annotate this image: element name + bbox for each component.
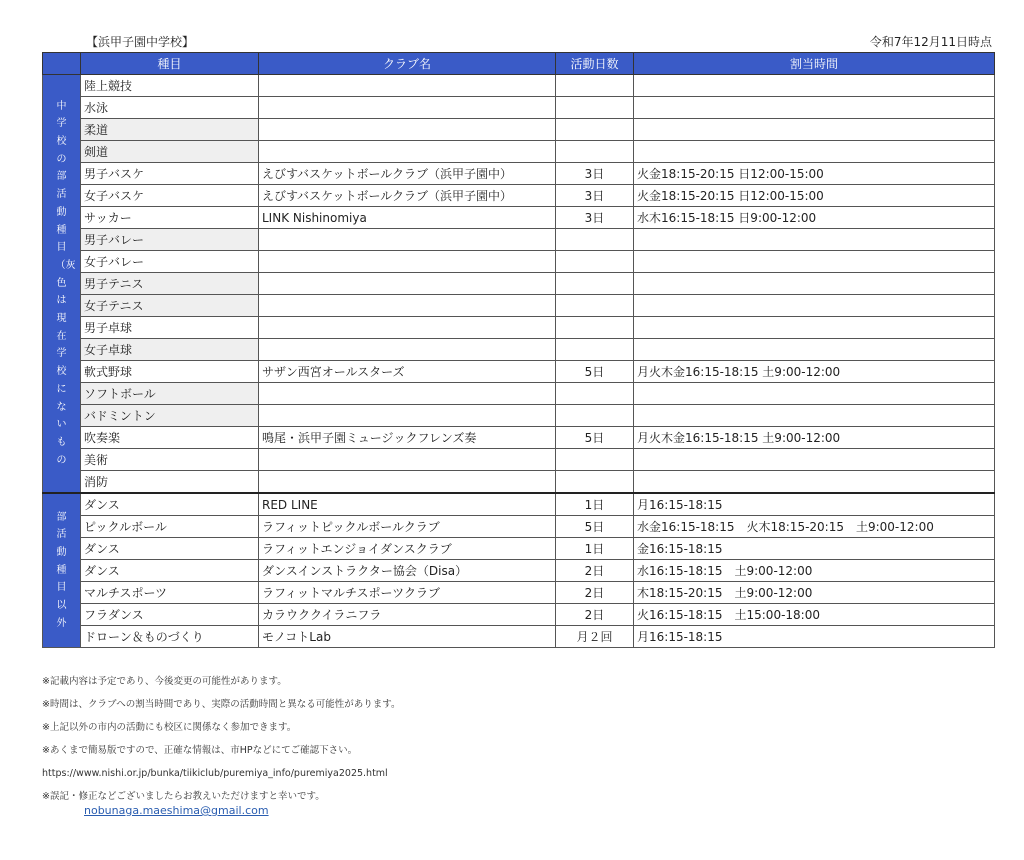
- days-cell: 2日: [556, 604, 634, 626]
- email-link[interactable]: nobunaga.maeshima@gmail.com: [84, 804, 269, 817]
- days-cell: [556, 339, 634, 361]
- group-label-2: [43, 493, 81, 648]
- table-row: [43, 604, 995, 626]
- table-row: [43, 538, 995, 560]
- days-cell: 5日: [556, 427, 634, 449]
- club-cell: [259, 75, 556, 97]
- time-cell: [634, 405, 995, 427]
- days-cell: 3日: [556, 185, 634, 207]
- table-row: [43, 119, 995, 141]
- sport-cell: 男子卓球: [81, 317, 259, 339]
- days-cell: [556, 383, 634, 405]
- sport-cell: マルチスポーツ: [81, 582, 259, 604]
- time-cell: [634, 141, 995, 163]
- club-cell: [259, 229, 556, 251]
- time-cell: [634, 119, 995, 141]
- sport-cell: ソフトボール: [81, 383, 259, 405]
- days-cell: [556, 449, 634, 471]
- sport-cell: 剣道: [81, 141, 259, 163]
- sport-cell: サッカー: [81, 207, 259, 229]
- sport-cell: ピックルボール: [81, 516, 259, 538]
- sport-cell: 男子バレー: [81, 229, 259, 251]
- days-cell: 2日: [556, 582, 634, 604]
- sport-cell: 美術: [81, 449, 259, 471]
- table-row: [43, 317, 995, 339]
- days-cell: 月２回: [556, 626, 634, 648]
- club-cell: [259, 141, 556, 163]
- time-cell: 月火木金16:15-18:15 土9:00-12:00: [634, 361, 995, 383]
- days-cell: [556, 251, 634, 273]
- table-row: [43, 560, 995, 582]
- time-cell: [634, 449, 995, 471]
- club-cell: 鳴尾・浜甲子園ミュージックフレンズ奏: [259, 427, 556, 449]
- club-cell: [259, 405, 556, 427]
- sport-cell: 軟式野球: [81, 361, 259, 383]
- table-row: [43, 185, 995, 207]
- days-cell: [556, 273, 634, 295]
- sport-cell: 女子テニス: [81, 295, 259, 317]
- col-header-sport: 種目: [81, 53, 259, 75]
- days-cell: 3日: [556, 207, 634, 229]
- table-row: [43, 273, 995, 295]
- time-cell: 水16:15-18:15 土9:00-12:00: [634, 560, 995, 582]
- group-label-text: 部活動種目以外: [56, 511, 67, 629]
- time-cell: 火金18:15-20:15 日12:00-15:00: [634, 185, 995, 207]
- club-cell: えびすバスケットボールクラブ（浜甲子園中）: [259, 185, 556, 207]
- time-cell: 水金16:15-18:15 火木18:15-20:15 土9:00-12:00: [634, 516, 995, 538]
- sport-cell: 男子バスケ: [81, 163, 259, 185]
- sport-cell: 男子テニス: [81, 273, 259, 295]
- table-row: [43, 427, 995, 449]
- table-row: [43, 471, 995, 494]
- sport-cell: 吹奏楽: [81, 427, 259, 449]
- note-line: ※誤記・修正などございましたらお教えいただけますと幸いです。: [42, 791, 325, 802]
- notes: [42, 670, 401, 808]
- club-cell: えびすバスケットボールクラブ（浜甲子園中）: [259, 163, 556, 185]
- table-row: [43, 229, 995, 251]
- sport-cell: 女子バスケ: [81, 185, 259, 207]
- days-cell: 2日: [556, 560, 634, 582]
- club-cell: [259, 97, 556, 119]
- club-cell: RED LINE: [259, 493, 556, 516]
- sport-cell: ダンス: [81, 493, 259, 516]
- note-url: https://www.nishi.or.jp/bunka/tiikiclub/puremiya_info/puremiya2025.html: [42, 768, 388, 779]
- note-line: ※あくまで簡易版ですので、正確な情報は、市HPなどにてご確認下さい。: [42, 745, 358, 756]
- time-cell: 木18:15-20:15 土9:00-12:00: [634, 582, 995, 604]
- club-cell: サザン西宮オールスターズ: [259, 361, 556, 383]
- table-row: [43, 516, 995, 538]
- days-cell: 3日: [556, 163, 634, 185]
- club-cell: [259, 273, 556, 295]
- days-cell: 5日: [556, 361, 634, 383]
- days-cell: [556, 295, 634, 317]
- sport-cell: 柔道: [81, 119, 259, 141]
- sport-cell: 女子卓球: [81, 339, 259, 361]
- club-cell: カラウククイラニフラ: [259, 604, 556, 626]
- days-cell: 1日: [556, 538, 634, 560]
- table-row: [43, 97, 995, 119]
- days-cell: [556, 405, 634, 427]
- col-header-days: 活動日数: [556, 53, 634, 75]
- club-cell: [259, 383, 556, 405]
- table-row: [43, 339, 995, 361]
- table-row: [43, 141, 995, 163]
- header-corner: [43, 53, 81, 75]
- table-row: [43, 383, 995, 405]
- school-name: 【浜甲子園中学校】: [86, 35, 195, 49]
- time-cell: [634, 273, 995, 295]
- table-row: [43, 626, 995, 648]
- club-cell: [259, 119, 556, 141]
- sport-cell: 消防: [81, 471, 259, 494]
- table-row: [43, 493, 995, 516]
- sport-cell: ダンス: [81, 538, 259, 560]
- table-row: [43, 405, 995, 427]
- time-cell: [634, 251, 995, 273]
- days-cell: [556, 141, 634, 163]
- time-cell: 火16:15-18:15 土15:00-18:00: [634, 604, 995, 626]
- table-row: [43, 295, 995, 317]
- time-cell: 金16:15-18:15: [634, 538, 995, 560]
- club-cell: ラフィットマルチスポーツクラブ: [259, 582, 556, 604]
- days-cell: [556, 75, 634, 97]
- table-row: [43, 207, 995, 229]
- time-cell: [634, 97, 995, 119]
- time-cell: [634, 471, 995, 494]
- sport-cell: 水泳: [81, 97, 259, 119]
- club-cell: モノコトLab: [259, 626, 556, 648]
- sport-cell: バドミントン: [81, 405, 259, 427]
- group-label-text: 中学校の部活動種目（灰色は現在学校にないもの: [55, 100, 76, 466]
- note-line: ※時間は、クラブへの割当時間であり、実際の活動時間と異なる可能性があります。: [42, 699, 401, 710]
- days-cell: [556, 471, 634, 494]
- club-cell: [259, 471, 556, 494]
- time-cell: 月16:15-18:15: [634, 626, 995, 648]
- days-cell: [556, 229, 634, 251]
- time-cell: 月火木金16:15-18:15 土9:00-12:00: [634, 427, 995, 449]
- club-cell: [259, 295, 556, 317]
- club-cell: ラフィットピックルボールクラブ: [259, 516, 556, 538]
- sport-cell: フラダンス: [81, 604, 259, 626]
- time-cell: [634, 229, 995, 251]
- days-cell: [556, 317, 634, 339]
- table-row: [43, 582, 995, 604]
- club-cell: [259, 339, 556, 361]
- time-cell: [634, 75, 995, 97]
- sport-cell: 陸上競技: [81, 75, 259, 97]
- sport-cell: ドローン＆ものづくり: [81, 626, 259, 648]
- time-cell: [634, 339, 995, 361]
- table-row: [43, 361, 995, 383]
- table-row: [43, 449, 995, 471]
- sport-cell: 女子バレー: [81, 251, 259, 273]
- club-cell: [259, 317, 556, 339]
- club-cell: LINK Nishinomiya: [259, 207, 556, 229]
- club-cell: [259, 449, 556, 471]
- club-cell: [259, 251, 556, 273]
- days-cell: [556, 97, 634, 119]
- as-of-date: 令和7年12月11日時点: [869, 35, 992, 49]
- club-cell: ラフィットエンジョイダンスクラブ: [259, 538, 556, 560]
- time-cell: [634, 295, 995, 317]
- time-cell: 月16:15-18:15: [634, 493, 995, 516]
- time-cell: 火金18:15-20:15 日12:00-15:00: [634, 163, 995, 185]
- table-row: [43, 75, 995, 97]
- club-table: [42, 52, 995, 648]
- days-cell: [556, 119, 634, 141]
- table-row: [43, 251, 995, 273]
- days-cell: 1日: [556, 493, 634, 516]
- note-line: ※上記以外の市内の活動にも校区に関係なく参加できます。: [42, 722, 297, 733]
- club-cell: ダンスインストラクター協会（Disa）: [259, 560, 556, 582]
- days-cell: 5日: [556, 516, 634, 538]
- table-row: [43, 163, 995, 185]
- sport-cell: ダンス: [81, 560, 259, 582]
- header-row: [43, 53, 995, 75]
- col-header-club: クラブ名: [259, 53, 556, 75]
- group-label-1: [43, 75, 81, 494]
- time-cell: [634, 317, 995, 339]
- col-header-time: 割当時間: [634, 53, 995, 75]
- time-cell: [634, 383, 995, 405]
- note-line: ※記載内容は予定であり、今後変更の可能性があります。: [42, 676, 287, 687]
- time-cell: 水木16:15-18:15 日9:00-12:00: [634, 207, 995, 229]
